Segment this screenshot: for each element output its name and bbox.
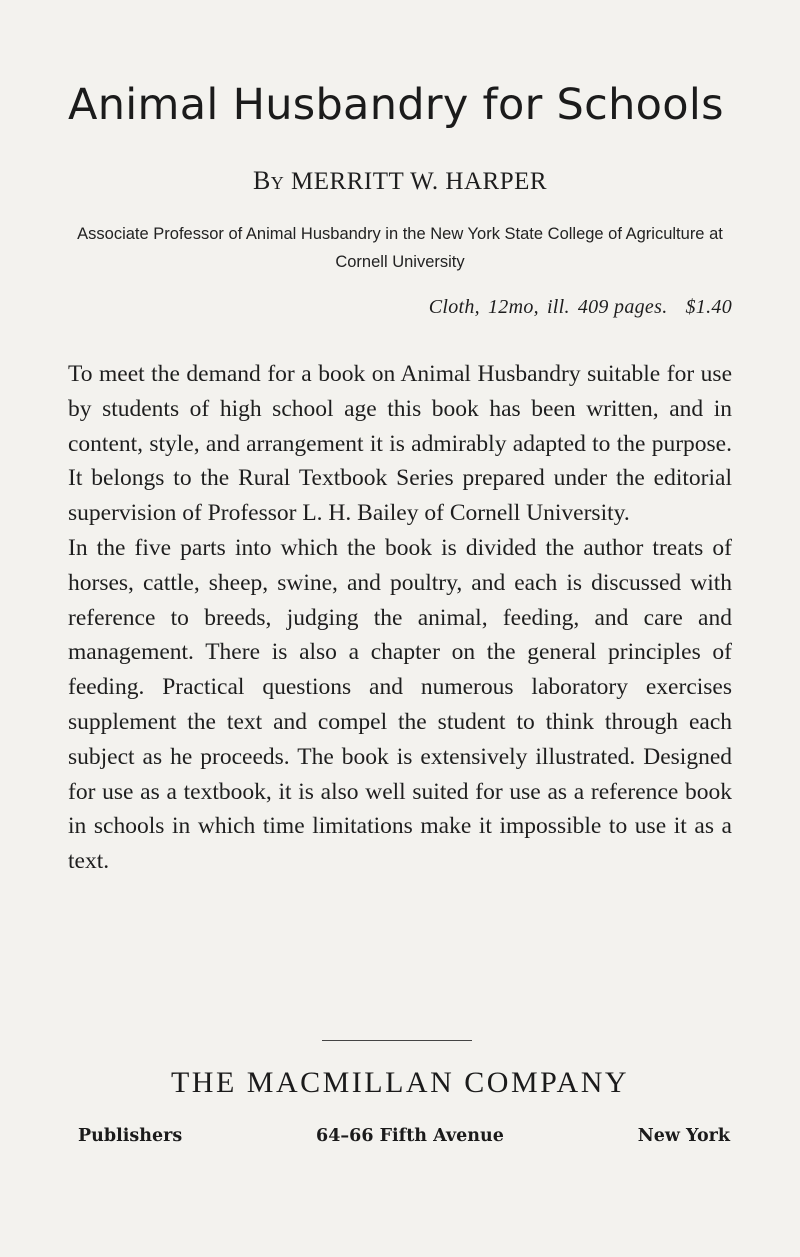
author-affiliation: Associate Professor of Animal Husbandry in the New York State College of Agriculture at Cornell University (77, 225, 723, 271)
byline (0, 166, 800, 196)
divider-rule (322, 1040, 472, 1041)
book-pricing (429, 296, 732, 319)
publisher-name: THE MACMILLAN COMPANY (170, 1066, 630, 1099)
author-name: MERRITT W. HARPER (291, 168, 548, 195)
book-title: Animal Husbandry for Schools (68, 80, 724, 130)
price: $1.40 (685, 296, 732, 318)
description-paragraph: To meet the demand for a book on Animal Husbandry suitable for use by students of high school age this book has been written, and in content, style, and arrangement it is admirably adapted to the purpose. It belongs to the Rural Textbook Series prepared under the editorial supervision of Professor L. H. Bailey of Cornell University. (68, 361, 732, 527)
description-paragraph: In the five parts into which the book is divided the author treats of horses, cattle, sheep, swine, and poultry, and each is discussed with reference to breeds, judging the animal, feeding, and care and management. There is also a chapter on the general principles of feeding. Practical questions and numerous laboratory exercises supplement the text and compel the student to think through each subject as he proceeds. The book is extensively illustrated. Designed for use as a textbook, it is also well suited for use as a reference book in schools in which time limitations make it impossible to use it as a text. (68, 534, 732, 875)
byline-by: By (252, 166, 285, 195)
binding: Cloth, (428, 296, 480, 318)
publisher-city: New York (637, 1126, 730, 1146)
illustrated: ill. (546, 296, 570, 318)
publisher-address: 64–66 Fifth Avenue (316, 1126, 504, 1146)
description (68, 357, 732, 879)
publisher-info (78, 1126, 730, 1146)
format: 12mo, (488, 296, 539, 318)
page-count: 409 pages. (577, 296, 668, 318)
publisher-role: Publishers (78, 1126, 183, 1146)
